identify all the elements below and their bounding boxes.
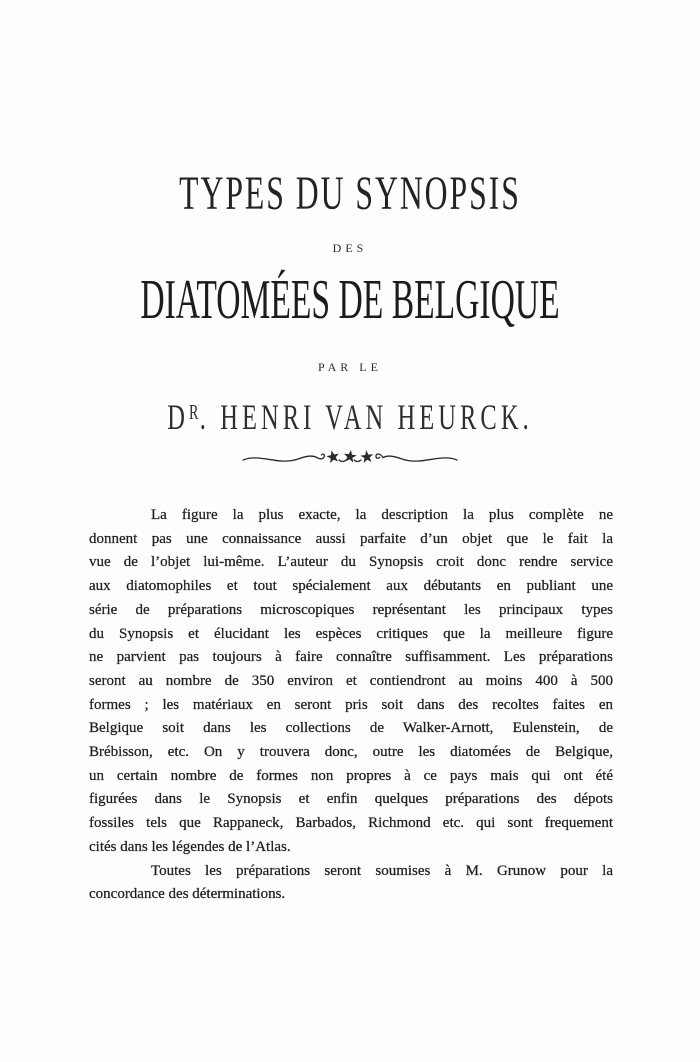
author-rest: . HENRI VAN HEURCK. [199,397,533,437]
text-line: Toutes les préparations seront soumises à M. Grunow pour la [151,862,613,879]
subtitle: DIATOMÉES DE BELGIQUE [140,269,560,331]
text-line: concordance des déterminations. [89,886,286,903]
text-line: vue de l’objet lui-même. L’auteur du Synopsis croit donc rendre service [89,554,613,571]
floral-swash-divider-icon [240,446,460,470]
text-line: seront au nombre de 350 environ et contiendront au moins 400 à 500 [89,672,613,689]
subtitle-connector: DES [332,241,368,255]
paragraph-2 [89,860,613,907]
text-line: Belgique soit dans les collections de Walker-Arnott, Eulenstein, de [89,720,613,737]
text-line: aux diatomophiles et tout spécialement aux débutants en publiant une [89,578,613,595]
text-line: La figure la plus exacte, la description la plus complète ne [151,507,613,523]
text-line: donnent pas une connaissance aussi parfaite d’un objet que le fait la [89,530,613,547]
text-line: fossiles tels que Rappaneck, Barbados, Richmond etc. qui sont frequement [89,815,613,832]
text-line: formes ; les matériaux en seront pris soit dans des recoltes faites en [89,696,613,713]
text-line: un certain nombre de formes non propres à ce pays mais qui ont été [89,767,613,784]
text-line: cités dans les légendes de l’Atlas. [89,838,291,855]
body-text [89,504,613,907]
byline-prefix: PAR LE [318,360,382,374]
text-line: ne parvient pas toujours à faire connaître suffisamment. Les préparations [89,649,613,666]
author-initial: D [167,397,189,437]
text-line: série de préparations microscopiques représentant les principaux types [89,601,613,618]
text-line: figurées dans le Synopsis et enfin quelques préparations des dépots [89,791,613,808]
paragraph-1 [89,504,613,860]
main-title: TYPES DU SYNOPSIS [179,167,521,220]
author-superscript: R [188,400,200,424]
author-line [112,392,588,437]
ornament-divider [0,446,700,472]
text-line: du Synopsis et élucidant les espèces critiques que la meilleure figure [89,625,613,642]
text-line: Brébisson, etc. On y trouvera donc, outre les diatomées de Belgique, [89,744,613,761]
